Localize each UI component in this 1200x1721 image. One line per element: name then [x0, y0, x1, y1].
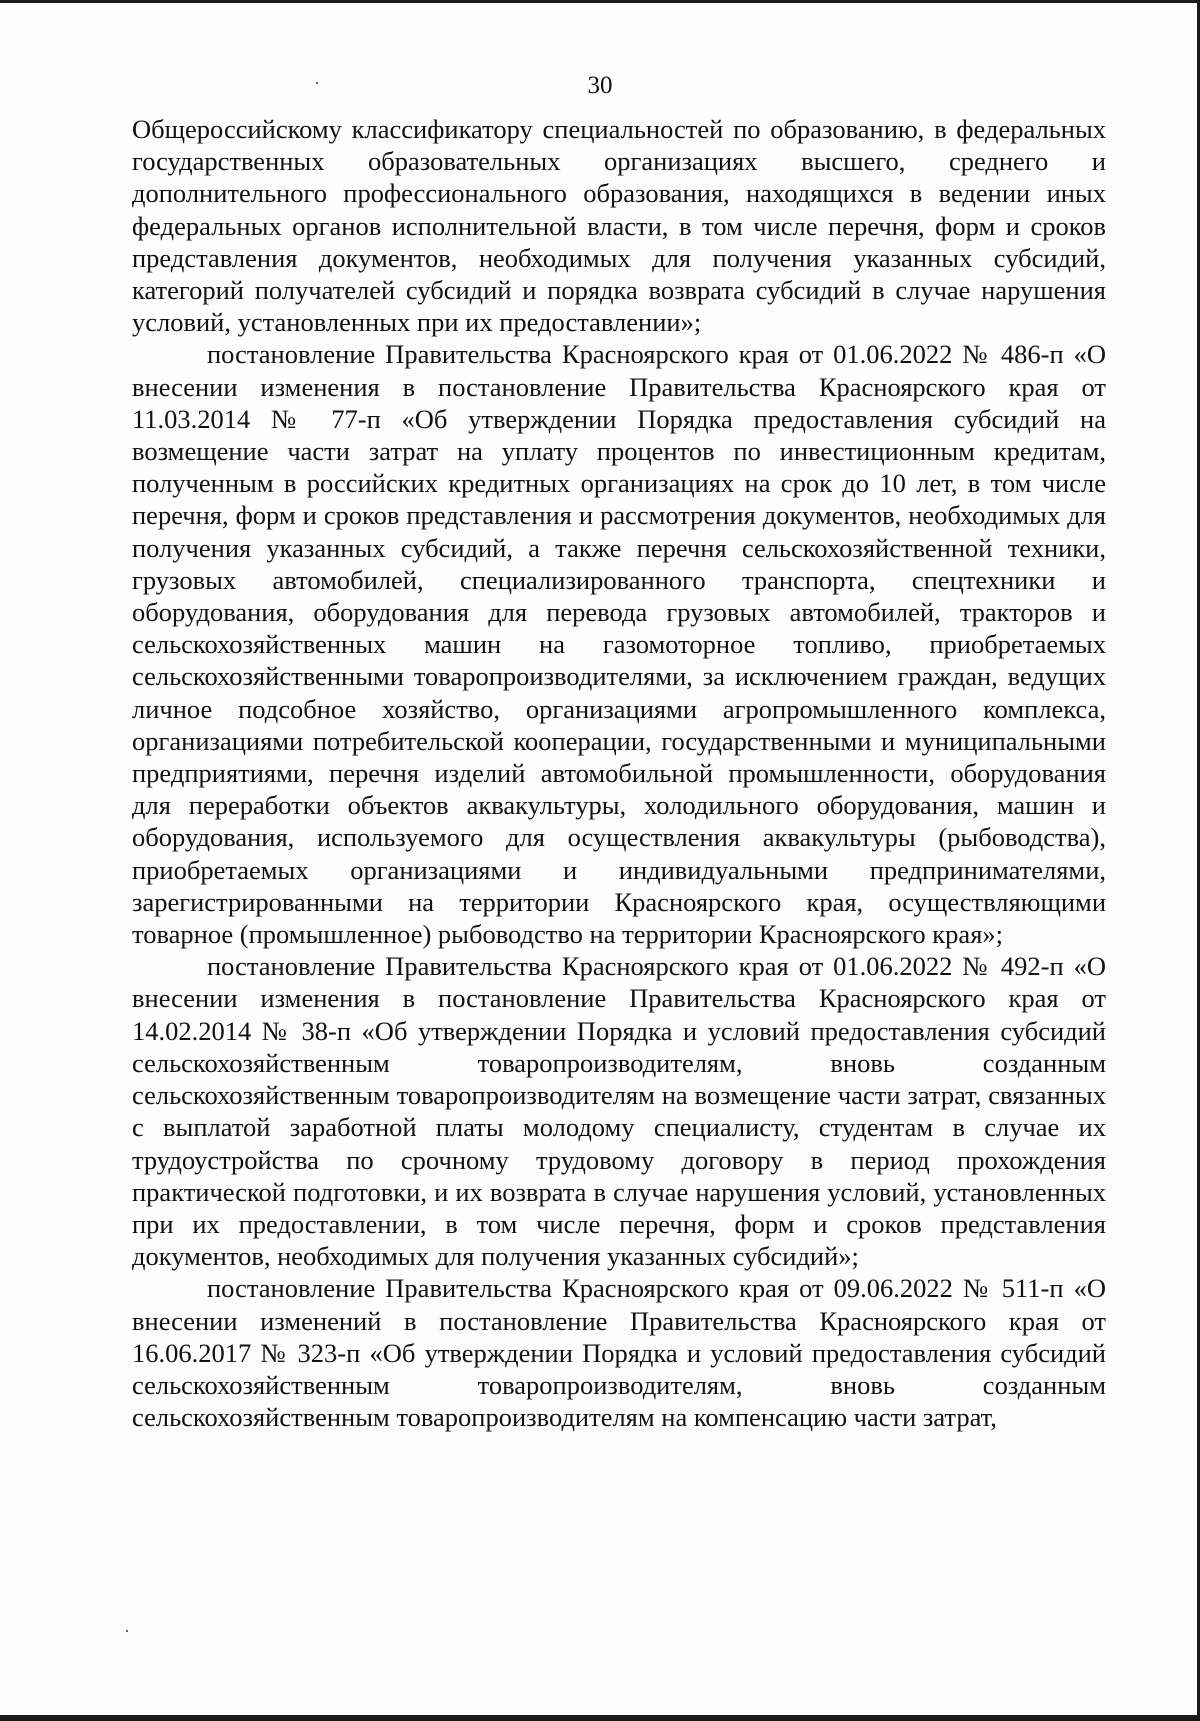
scan-border-top	[0, 0, 1200, 3]
scan-border-bottom	[0, 1715, 1200, 1721]
paragraph-decree-486: постановление Правительства Красноярского края от 01.06.2022 № 486-п «О внесении изменения в постановление Правительства Красноярского края от 11.03.2014 № 77-п «Об утверждении Порядка предоставления субсидий на возмещение части затрат на уплату процентов по инвестиционным кредитам, полученным в российских кредитных организациях на срок до 10 лет, в том числе перечня, форм и сроков представления и рассмотрения документов, необходимых для получения указанных субсидий, а также перечня сельскохозяйственной техники, грузовых автомобилей, специализированного транспорта, спецтехники и оборудования, оборудования для перевода грузовых автомобилей, тракторов и сельскохозяйственных машин на газомоторное топливо, приобретаемых сельскохозяйственными товаропроизводителями, за исключением граждан, ведущих личное подсобное хозяйство, организациями агропромышленного комплекса, организациями потребительской кооперации, государственными и муниципальными предприятиями, перечня изделий автомобильной промышленности, оборудования для переработки объектов аквакультуры, холодильного оборудования, машин и оборудования, используемого для осуществления аквакультуры (рыбоводства), приобретаемых организациями и индивидуальными предпринимателями, зарегистрированными на территории Красноярского края, осуществляющими товарное (промышленное) рыбоводство на территории Красноярского края»;	[132, 339, 1106, 950]
page-number: 30	[587, 72, 613, 99]
paragraph-decree-492: постановление Правительства Красноярского края от 01.06.2022 № 492-п «О внесении изменения в постановление Правительства Красноярского края от 14.02.2014 № 38-п «Об утверждении Порядка и условий предоставления субсидий сельскохозяйственным товаропроизводителям, вновь созданным сельскохозяйственным товаропроизводителям на возмещение части затрат, связанных с выплатой заработной платы молодому специалисту, студентам в случае их трудоустройства по срочному трудовому договору в период прохождения практической подготовки, и их возврата в случае нарушения условий, установленных при их предоставлении, в том числе перечня, форм и сроков представления документов, необходимых для получения указанных субсидий»;	[132, 951, 1106, 1272]
paragraph-decree-511: постановление Правительства Красноярского края от 09.06.2022 № 511-п «О внесении изменений в постановление Правительства Красноярского края от 16.06.2017 № 323-п «Об утверждении Порядка и условий предоставления субсидий сельскохозяйственным товаропроизводителям, вновь созданным сельскохозяйственным товаропроизводителям на компенсацию части затрат,	[132, 1273, 1106, 1433]
scan-speck	[126, 1630, 128, 1632]
document-body	[132, 113, 1106, 1433]
paragraph-continuation: Общероссийскому классификатору специальностей по образованию, в федеральных государственных образовательных организациях высшего, среднего и дополнительного профессионального образования, находящихся в ведении иных федеральных органов исполнительной власти, в том числе перечня, форм и сроков представления документов, необходимых для получения указанных субсидий, категорий получателей субсидий и порядка возврата субсидий в случае нарушения условий, установленных при их предоставлении»;	[132, 114, 1106, 338]
